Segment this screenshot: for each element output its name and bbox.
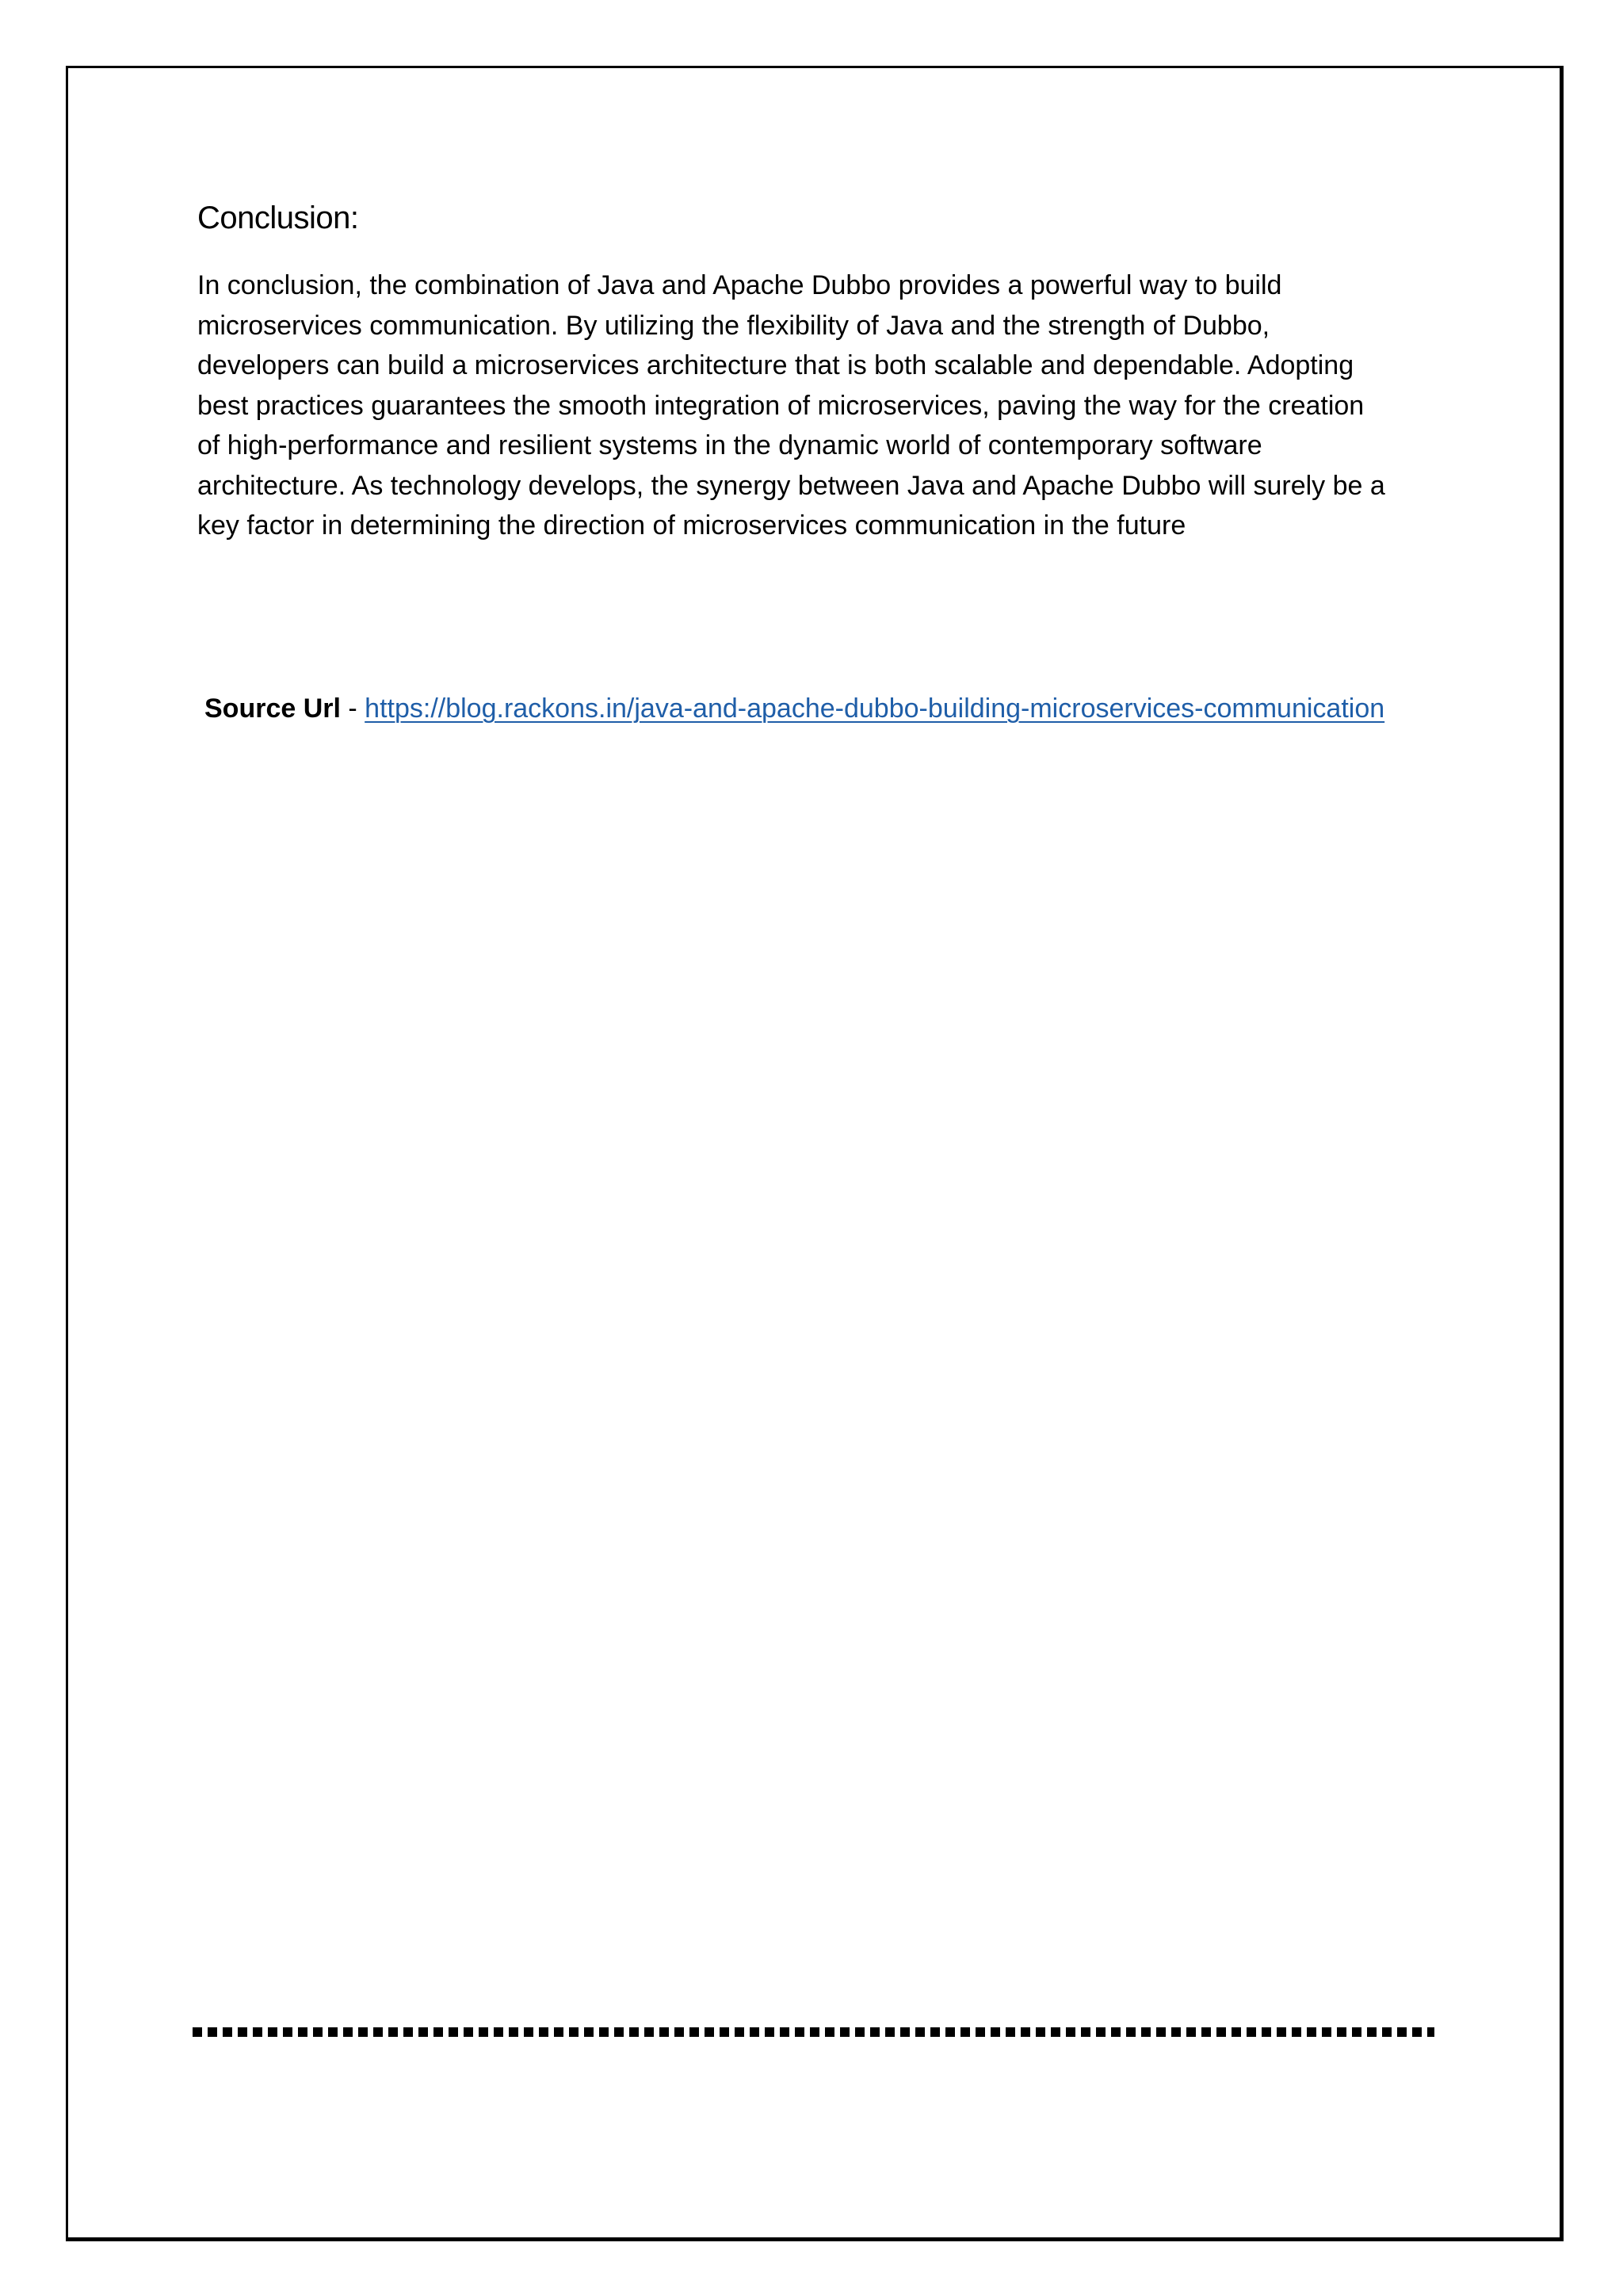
- conclusion-paragraph: [197, 266, 1465, 546]
- source-url-separator: -: [340, 693, 365, 724]
- paragraph-line: key factor in determining the direction of microservices communication in the future: [197, 510, 1186, 541]
- paragraph-line: In conclusion, the combination of Java and Apache Dubbo provides a powerful way to build: [197, 270, 1282, 300]
- source-url-label: Source Url: [204, 693, 341, 724]
- source-url-link[interactable]: https://blog.rackons.in/java-and-apache-dubbo-building-microservices-communication: [365, 693, 1385, 724]
- paragraph-line: developers can build a microservices architecture that is both scalable and dependable. Adopting: [197, 350, 1354, 380]
- section-heading: Conclusion:: [197, 201, 359, 235]
- paragraph-line: architecture. As technology develops, the synergy between Java and Apache Dubbo will surely be a: [197, 470, 1385, 501]
- paragraph-line: microservices communication. By utilizing the flexibility of Java and the strength of Dubbo,: [197, 310, 1270, 341]
- paragraph-line: best practices guarantees the smooth integration of microservices, paving the way for the creation: [197, 390, 1365, 421]
- source-url-line: [204, 689, 1384, 728]
- dotted-divider: [193, 2027, 1434, 2037]
- paragraph-line: of high-performance and resilient systems in the dynamic world of contemporary software: [197, 430, 1262, 460]
